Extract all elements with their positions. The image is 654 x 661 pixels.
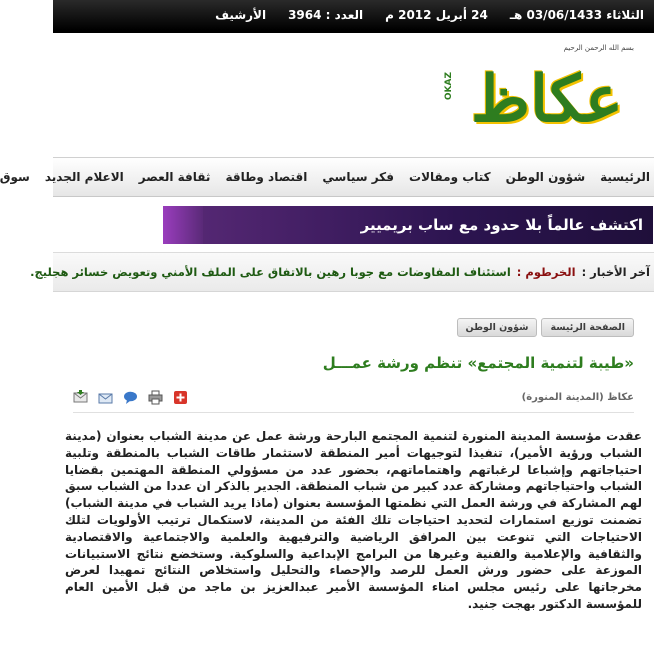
banner-accent xyxy=(163,206,203,244)
nav-item-culture[interactable]: ثقافة العصر xyxy=(138,170,211,184)
comment-icon[interactable] xyxy=(123,390,138,405)
breadcrumb xyxy=(457,318,634,337)
archive-link[interactable]: الأرشيف xyxy=(215,8,267,22)
hijri-date: الثلاثاء 03/06/1433 هـ xyxy=(509,8,644,22)
article-tools xyxy=(73,390,188,405)
nav-item-new-media[interactable]: الاعلام الجديد xyxy=(44,170,124,184)
nav-item-national[interactable]: شؤون الوطن xyxy=(505,170,586,184)
divider xyxy=(73,412,634,413)
breadcrumb-home[interactable]: الصفحة الرئيسة xyxy=(541,318,634,337)
news-ticker xyxy=(30,252,654,292)
site-logo[interactable] xyxy=(442,42,648,142)
logo-tagline: بسم الله الرحمن الرحيم xyxy=(563,44,634,52)
breadcrumb-section[interactable]: شؤون الوطن xyxy=(457,318,538,337)
main-nav xyxy=(0,157,654,197)
article-title: «طيبة لتنمية المجتمع» تنظم ورشة عمـــل xyxy=(322,354,634,372)
logo-box xyxy=(452,60,642,140)
logo-latin: OKAZ xyxy=(444,72,454,101)
nav-item-economy[interactable]: اقتصاد وطاقة xyxy=(225,170,308,184)
add-icon[interactable] xyxy=(173,390,188,405)
nav-item-writers[interactable]: كتاب ومقالات xyxy=(409,170,491,184)
nav-item-home[interactable]: الرئيسية xyxy=(600,170,650,184)
article-source: عكاظ (المدينة المنورة) xyxy=(521,392,634,403)
site-header xyxy=(53,36,654,154)
email-icon[interactable] xyxy=(73,390,88,405)
banner-text: اكتشف عالماً بلا حدود مع ساب بريميير xyxy=(360,216,643,234)
logo-mark: عكاظ xyxy=(470,62,624,137)
issue-number: العدد : 3964 xyxy=(288,8,364,22)
gregorian-date: 24 أبريل 2012 م xyxy=(385,8,488,22)
ticker-city: الخرطوم : xyxy=(516,265,576,279)
article xyxy=(53,300,654,661)
print-icon[interactable] xyxy=(148,390,163,405)
nav-item-market[interactable]: سوق xyxy=(0,170,30,184)
ad-banner[interactable] xyxy=(163,206,653,244)
share-icon[interactable] xyxy=(98,390,113,405)
article-body: عقدت مؤسسة المدينة المنورة لتنمية المجتمع البارحة ورشة عمل عن مدينة الشباب بعنوان (مدينة الشباب ورؤية الأمير)، تنفيذا لتوجيهات أمير المنطقة لاستثمار طاقات الشباب بالمنطقة وتلبية احتياجاتهم وإشباعا لرغباتهم واهتماماتهم، بحضور عدد من مسؤولي المنطقة المهتمين بقضايا الشباب واحتياجاتهم ومشاركة عدد كبير من شباب المنطقة. الجدير بالذكر ان عددا من الشباب سبق لهم المشاركة في ورشة العمل التي نظمتها المؤسسة بعنوان (ماذا يريد الشباب في مدينة الشباب) تضمنت توزيع استمارات لتحديد احتياجات تلك الفئة من المدينة، لاستكمال ترتيب الأولويات لتلك الاحتياجات التي تنوعت بين المرافق الرياضية والترفيهية والعلمية والاجتماعية والاقتصادية والثقافية والإعلامية والفنية وغيرها من البرامج الإبداعية والسلوكية. وستخضع نتائج الاستبيانات الموزعة على حضور ورش العمل للرصد والإحصاء والتحليل واستخلاص النتائج تمهيدا لعرض مخرجاتها على رئيس مجلس امناء المؤسسة الأمير عبدالعزيز بن ماجد من قبل الأمين العام للمؤسسة الدكتور بهجت جنيد. xyxy=(65,429,642,611)
ticker-label: آخر الأخبار : xyxy=(581,265,650,279)
top-bar xyxy=(53,0,654,33)
ticker-headline[interactable]: استئناف المفاوضات مع جوبا رهين بالاتفاق على الملف الأمني وتعويض خسائر هجليج. xyxy=(30,265,511,279)
nav-item-politics[interactable]: فكر سياسي xyxy=(322,170,395,184)
